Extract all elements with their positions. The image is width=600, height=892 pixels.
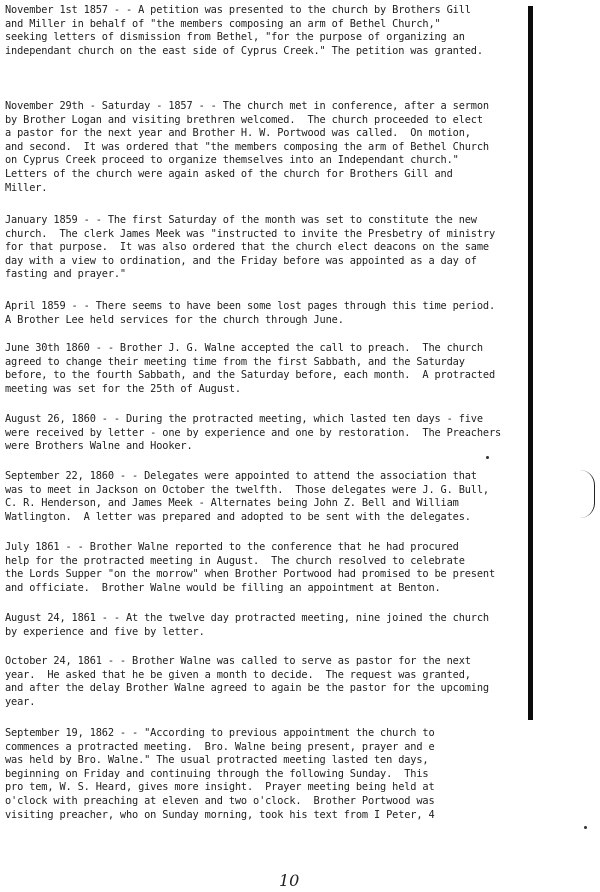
text-line: independant church on the east side of Cyprus Creek." The petition was granted. xyxy=(5,44,483,57)
paragraph-nov-29-1857 xyxy=(5,100,595,195)
text-line: were Brothers Walne and Hooker. xyxy=(5,440,193,453)
margin-bracket-mark xyxy=(580,470,595,518)
text-line: September 22, 1860 - - Delegates were appointed to attend the association that xyxy=(5,470,477,482)
scan-speck xyxy=(584,826,587,829)
paragraph-jan-1859 xyxy=(5,214,595,282)
text-line: year. xyxy=(5,695,36,708)
scan-margin-bar xyxy=(528,326,533,626)
paragraph-jul-1861 xyxy=(5,541,595,595)
paragraph-jun-1860 xyxy=(5,342,595,396)
text-line: and second. It was ordered that "the members composing the arm of Bethel Church xyxy=(5,140,489,153)
scan-speck xyxy=(486,456,489,459)
text-line: August 24, 1861 - - At the twelve day protracted meeting, nine joined the church xyxy=(5,612,489,624)
scan-margin-bar xyxy=(528,6,533,106)
page-number: 10 xyxy=(279,871,300,890)
paragraph-aug-1861 xyxy=(5,612,595,639)
text-line: November 1st 1857 - - A petition was presented to the church by Brothers Gill xyxy=(5,4,471,16)
paragraph-apr-1859 xyxy=(5,300,595,327)
paragraph-aug-1860 xyxy=(5,413,595,454)
text-line: C. R. Henderson, and James Meek - Alternates being John Z. Bell and William xyxy=(5,497,459,510)
text-line: and Miller in behalf of "the members composing an arm of Bethel Church," xyxy=(5,17,441,30)
text-line: on Cyprus Creek proceed to organize themselves into an Independant church." xyxy=(5,154,459,167)
text-line: before, to the fourth Sabbath, and the Saturday before, each month. A protracted xyxy=(5,369,495,382)
text-line: August 26, 1860 - - During the protracted meeting, which lasted ten days - five xyxy=(5,413,483,425)
text-line: September 19, 1862 - - "According to previous appointment the church to xyxy=(5,727,435,739)
text-line: and officiate. Brother Walne would be filling an appointment at Benton. xyxy=(5,581,441,594)
text-line: seeking letters of dismission from Bethel, "for the purpose of organizing an xyxy=(5,31,465,44)
text-line: A Brother Lee held services for the church through June. xyxy=(5,313,344,326)
text-line: was to meet in Jackson on October the twelfth. Those delegates were J. G. Bull, xyxy=(5,483,489,496)
text-line: and after the delay Brother Walne agreed to again be the pastor for the upcoming xyxy=(5,682,489,695)
text-line: October 24, 1861 - - Brother Walne was called to serve as pastor for the next xyxy=(5,655,471,667)
text-line: Letters of the church were again asked of the church for Brothers Gill and xyxy=(5,167,453,180)
text-line: church. The clerk James Meek was "instructed to invite the Presbetry of ministry xyxy=(5,227,495,240)
text-line: o'clock with preaching at eleven and two o'clock. Brother Portwood was xyxy=(5,794,435,807)
text-line: beginning on Friday and continuing through the following Sunday. This xyxy=(5,767,429,780)
text-line: June 30th 1860 - - Brother J. G. Walne accepted the call to preach. The church xyxy=(5,342,483,354)
text-line: fasting and prayer." xyxy=(5,268,126,281)
paragraph-nov-1857 xyxy=(5,4,595,58)
text-line: help for the protracted meeting in August. The church resolved to celebrate xyxy=(5,554,465,567)
text-line: November 29th - Saturday - 1857 - - The church met in conference, after a sermon xyxy=(5,100,489,112)
text-line: commences a protracted meeting. Bro. Walne being present, prayer and e xyxy=(5,740,435,753)
scan-margin-bar xyxy=(528,610,533,720)
text-line: April 1859 - - There seems to have been some lost pages through this time period. xyxy=(5,300,495,312)
text-line: visiting preacher, who on Sunday morning, took his text from I Peter, 4 xyxy=(5,808,435,821)
text-line: agreed to change their meeting time from the first Sabbath, and the Saturday xyxy=(5,355,465,368)
paragraph-oct-1861 xyxy=(5,655,595,709)
text-line: for that purpose. It was also ordered that the church elect deacons on the same xyxy=(5,241,489,254)
text-line: Miller. xyxy=(5,181,48,194)
text-line: January 1859 - - The first Saturday of the month was set to constitute the new xyxy=(5,214,477,226)
text-line: by Brother Logan and visiting brethren welcomed. The church proceeded to elect xyxy=(5,113,483,126)
text-line: was held by Bro. Walne." The usual protracted meeting lasted ten days, xyxy=(5,754,429,767)
text-line: July 1861 - - Brother Walne reported to the conference that he had procured xyxy=(5,541,459,553)
scan-margin-bar xyxy=(528,222,533,326)
paragraph-sep-1860 xyxy=(5,470,595,524)
scan-margin-bar xyxy=(528,104,533,226)
text-line: Watlington. A letter was prepared and adopted to be sent with the delegates. xyxy=(5,510,471,523)
text-line: the Lords Supper "on the morrow" when Brother Portwood had promised to be present xyxy=(5,568,495,581)
text-line: year. He asked that he be given a month to decide. The request was granted, xyxy=(5,668,471,681)
text-line: day with a view to ordination, and the Friday before was appointed as a day of xyxy=(5,254,477,267)
text-line: pro tem, W. S. Heard, gives more insight. Prayer meeting being held at xyxy=(5,781,435,794)
text-line: a pastor for the next year and Brother H. W. Portwood was called. On motion, xyxy=(5,127,471,140)
paragraph-sep-1862 xyxy=(5,727,595,822)
text-line: were received by letter - one by experience and one by restoration. The Preachers xyxy=(5,426,502,439)
text-line: meeting was set for the 25th of August. xyxy=(5,382,241,395)
text-line: by experience and five by letter. xyxy=(5,625,205,638)
